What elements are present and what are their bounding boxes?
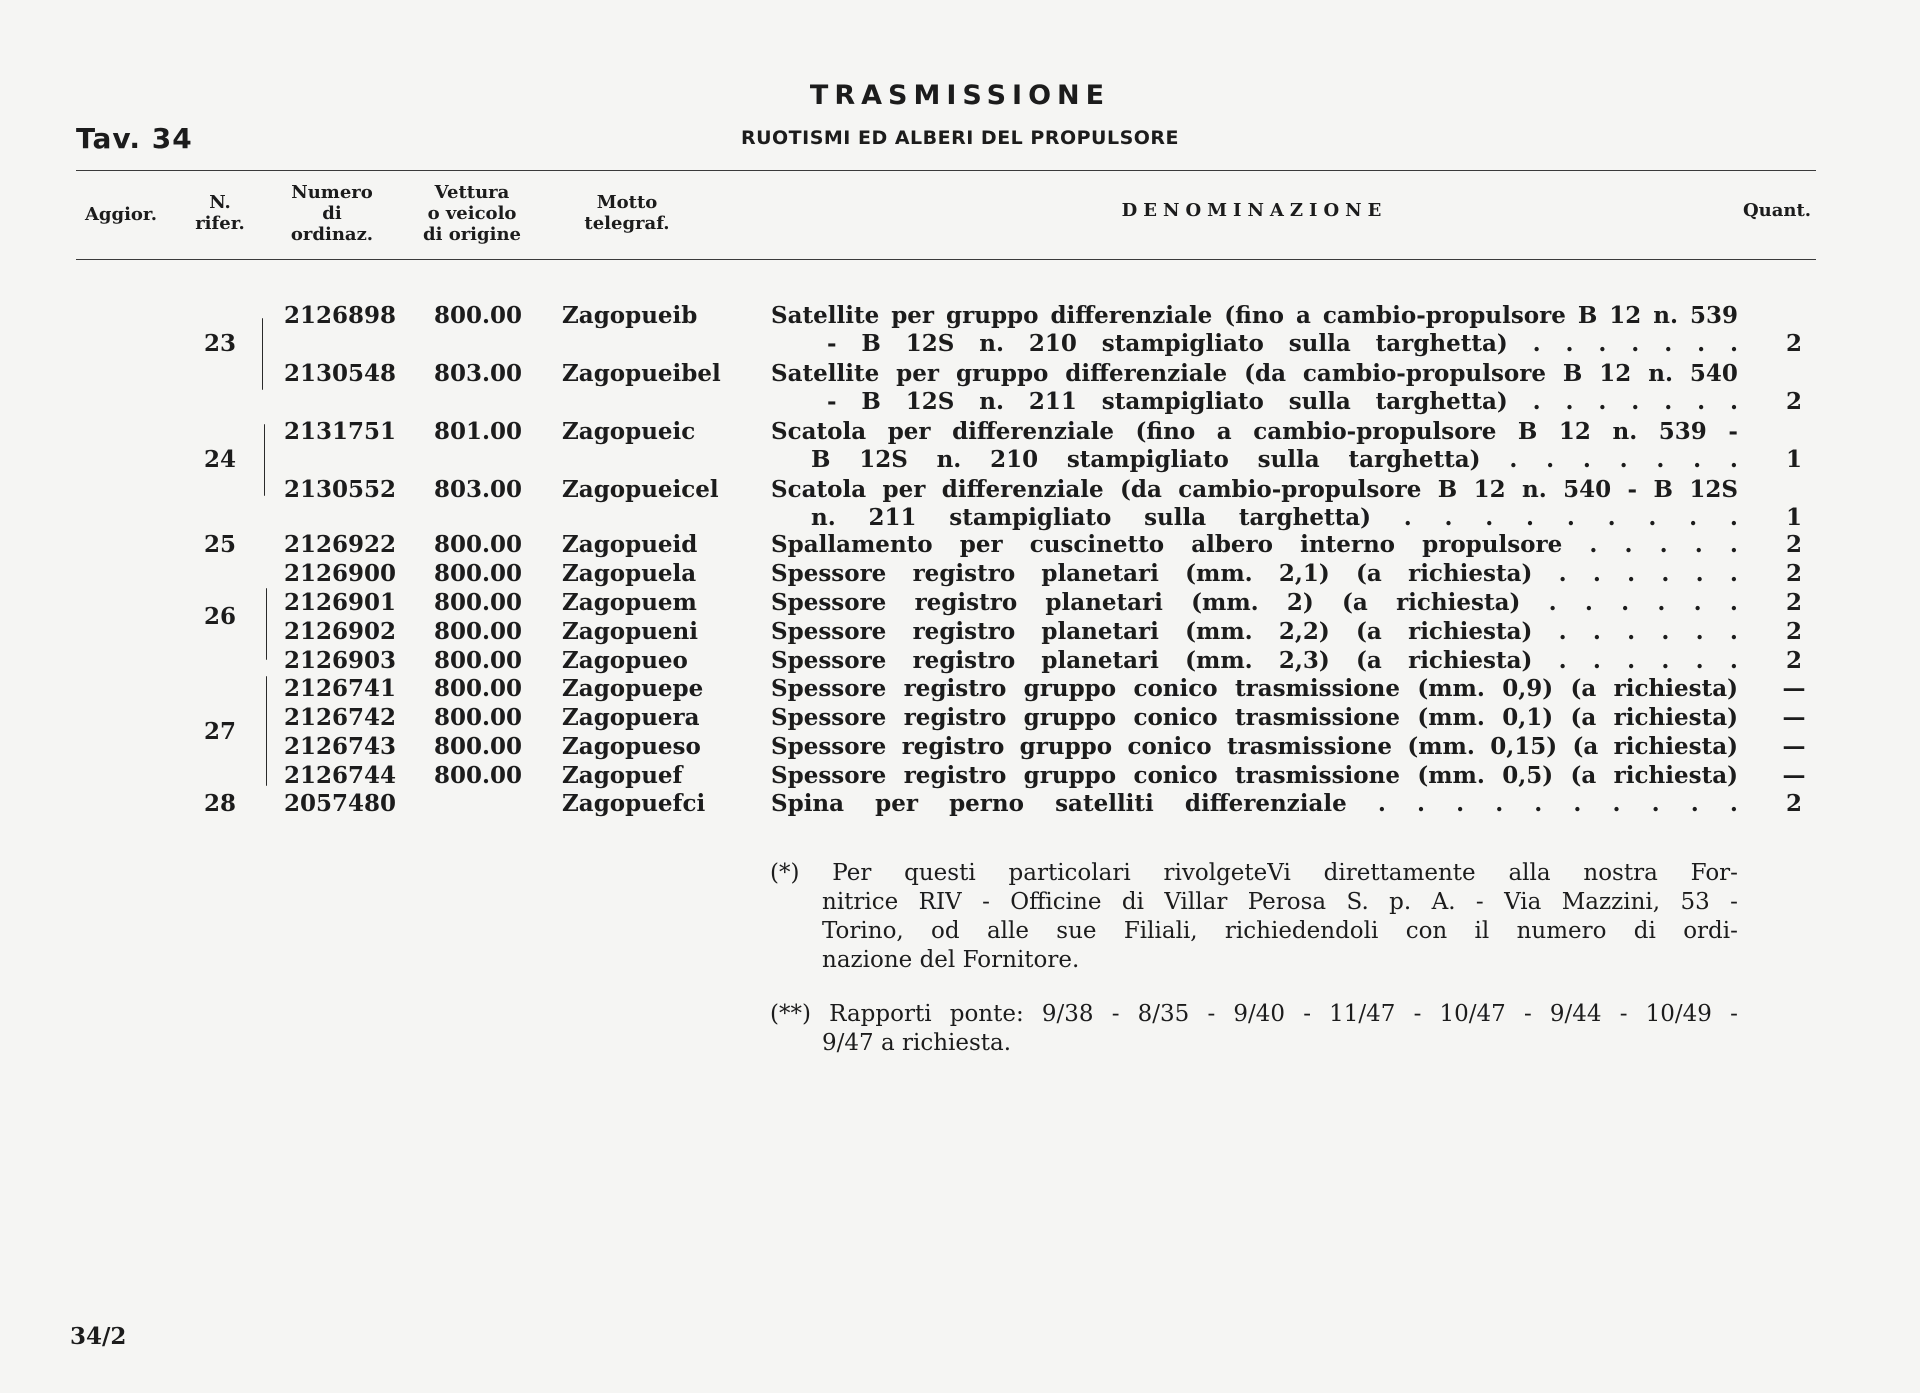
order-number: 2126898 (284, 302, 397, 329)
quantity: 2 (1785, 790, 1802, 817)
telegraph-code: Zagopuela (562, 560, 697, 587)
description-line: - B 12S n. 211 stampigliato sulla targhetta) . . . . . . . (827, 388, 1738, 415)
telegraph-code: Zagopueid (562, 531, 698, 558)
telegraph-code: Zagopuem (562, 589, 697, 616)
telegraph-code: Zagopueibel (562, 360, 721, 387)
telegraph-code: Zagopueib (562, 302, 698, 329)
page-number: 34/2 (70, 1323, 127, 1350)
group-rif: 26 (203, 603, 236, 630)
description (771, 418, 1738, 474)
brace-24 (264, 424, 265, 496)
note-line: nazione del Fornitore. (822, 947, 1080, 973)
note-riv (770, 859, 1738, 975)
note-rapporti (770, 1000, 1738, 1058)
vehicle-code: 803.00 (434, 476, 523, 503)
telegraph-code: Zagopuepe (562, 675, 704, 702)
brace-23 (262, 318, 263, 390)
description-line: Satellite per gruppo differenziale (da cambio-propulsore B 12 n. 540 (771, 360, 1738, 387)
quantity: — (1782, 704, 1806, 731)
order-number: 2126900 (284, 560, 397, 587)
description (771, 762, 1738, 790)
quantity: — (1782, 762, 1806, 789)
description-line: n. 211 stampigliato sulla targhetta) . . . . . . . . . (811, 504, 1738, 531)
description (771, 360, 1738, 416)
group-rif: 28 (203, 790, 236, 817)
description (771, 647, 1738, 675)
description (771, 589, 1738, 617)
order-number: 2126742 (284, 704, 397, 731)
telegraph-code: Zagopueic (562, 418, 696, 445)
quantity: 2 (1785, 618, 1802, 645)
col-numero: Numero di ordinaz. (290, 182, 374, 245)
order-number: 2126922 (284, 531, 397, 558)
quantity: 2 (1785, 388, 1802, 415)
description-line: B 12S n. 210 stampigliato sulla targhetta) . . . . . . . (811, 446, 1738, 473)
page-title: TRASMISSIONE (809, 80, 1111, 111)
note-line: Torino, od alle sue Filiali, richiedendoli con il numero di ordi- (822, 918, 1738, 944)
description-line: Spessore registro gruppo conico trasmissione (mm. 0,15) (a richiesta) (771, 733, 1738, 760)
vehicle-code: 800.00 (434, 618, 523, 645)
quantity: 2 (1785, 589, 1802, 616)
group-rif: 25 (203, 531, 236, 558)
note-line: nitrice RIV - Officine di Villar Perosa S. p. A. - Via Mazzini, 53 - (822, 889, 1738, 915)
brace-27 (266, 676, 267, 786)
description-line: Scatola per differenziale (da cambio-propulsore B 12 n. 540 - B 12S (771, 476, 1738, 503)
vehicle-code: 800.00 (434, 704, 523, 731)
telegraph-code: Zagopueni (562, 618, 699, 645)
quantity: 2 (1785, 560, 1802, 587)
vehicle-code: 801.00 (434, 418, 523, 445)
telegraph-code: Zagopuefci (562, 790, 706, 817)
vehicle-code: 803.00 (434, 360, 523, 387)
description-line: Spessore registro gruppo conico trasmissione (mm. 0,9) (a richiesta) (771, 675, 1738, 702)
telegraph-code: Zagopueo (562, 647, 688, 674)
header-rule (76, 259, 1816, 260)
order-number: 2126902 (284, 618, 397, 645)
description-line: Spessore registro gruppo conico trasmissione (mm. 0,1) (a richiesta) (771, 704, 1738, 731)
col-aggior: Aggior. (84, 204, 158, 225)
description (771, 790, 1738, 818)
description-line: Spessore registro planetari (mm. 2) (a richiesta) . . . . . . (771, 589, 1738, 616)
description-line: Spina per perno satelliti differenziale . . . . . . . . . . (771, 790, 1738, 817)
quantity: 2 (1785, 330, 1802, 357)
description-line: Spessore registro gruppo conico trasmissione (mm. 0,5) (a richiesta) (771, 762, 1738, 789)
description-line: Spessore registro planetari (mm. 2,1) (a richiesta) . . . . . . (771, 560, 1738, 587)
description (771, 302, 1738, 358)
vehicle-code: 800.00 (434, 302, 523, 329)
note-line: 9/47 a richiesta. (822, 1030, 1012, 1056)
telegraph-code: Zagopueso (562, 733, 701, 760)
description (771, 560, 1738, 588)
order-number: 2126743 (284, 733, 397, 760)
description-line: Satellite per gruppo differenziale (fino a cambio-propulsore B 12 n. 539 (771, 302, 1738, 329)
description (771, 618, 1738, 646)
vehicle-code: 800.00 (434, 589, 523, 616)
group-rif: 23 (203, 330, 236, 357)
brace-26 (266, 588, 267, 660)
vehicle-code: 800.00 (434, 762, 523, 789)
note-line: (*) Per questi particolari rivolgeteVi direttamente alla nostra For- (770, 860, 1738, 886)
description-line: - B 12S n. 210 stampigliato sulla targhetta) . . . . . . . (827, 330, 1738, 357)
vehicle-code: 800.00 (434, 560, 523, 587)
page-subtitle: RUOTISMI ED ALBERI DEL PROPULSORE (740, 127, 1180, 149)
quantity: 2 (1785, 531, 1802, 558)
order-number: 2126744 (284, 762, 397, 789)
quantity: — (1782, 675, 1806, 702)
quantity: 2 (1785, 647, 1802, 674)
order-number: 2131751 (284, 418, 397, 445)
vehicle-code: 800.00 (434, 733, 523, 760)
telegraph-code: Zagopuef (562, 762, 683, 789)
quantity: 1 (1785, 446, 1802, 473)
col-vettura: Vettura o veicolo di origine (423, 182, 521, 245)
telegraph-code: Zagopueicel (562, 476, 719, 503)
vehicle-code: 800.00 (434, 675, 523, 702)
vehicle-code: 800.00 (434, 647, 523, 674)
description-line: Spallamento per cuscinetto albero interno propulsore . . . . . (771, 531, 1738, 558)
col-motto: Motto telegraf. (584, 192, 670, 234)
order-number: 2130552 (284, 476, 397, 503)
col-denominazione: DENOMINAZIONE (1121, 200, 1388, 221)
note-line: (**) Rapporti ponte: 9/38 - 8/35 - 9/40 - 11/47 - 10/47 - 9/44 - 10/49 - (770, 1001, 1738, 1027)
description-line: Spessore registro planetari (mm. 2,3) (a richiesta) . . . . . . (771, 647, 1738, 674)
order-number: 2130548 (284, 360, 397, 387)
order-number: 2126741 (284, 675, 397, 702)
group-rif: 27 (203, 718, 236, 745)
telegraph-code: Zagopuera (562, 704, 700, 731)
quantity: 1 (1785, 504, 1802, 531)
order-number: 2057480 (284, 790, 397, 817)
description-line: Spessore registro planetari (mm. 2,2) (a richiesta) . . . . . . (771, 618, 1738, 645)
description (771, 531, 1738, 559)
order-number: 2126903 (284, 647, 397, 674)
description (771, 733, 1738, 761)
description (771, 675, 1738, 703)
description (771, 704, 1738, 732)
order-number: 2126901 (284, 589, 397, 616)
tav-label: Tav. 34 (76, 122, 193, 155)
top-rule (76, 170, 1816, 171)
description-line: Scatola per differenziale (fino a cambio-propulsore B 12 n. 539 - (771, 418, 1738, 445)
vehicle-code: 800.00 (434, 531, 523, 558)
group-rif: 24 (203, 446, 236, 473)
col-quant: Quant. (1742, 200, 1812, 221)
col-rifer: N. rifer. (195, 192, 245, 234)
quantity: — (1782, 733, 1806, 760)
description (771, 476, 1738, 532)
